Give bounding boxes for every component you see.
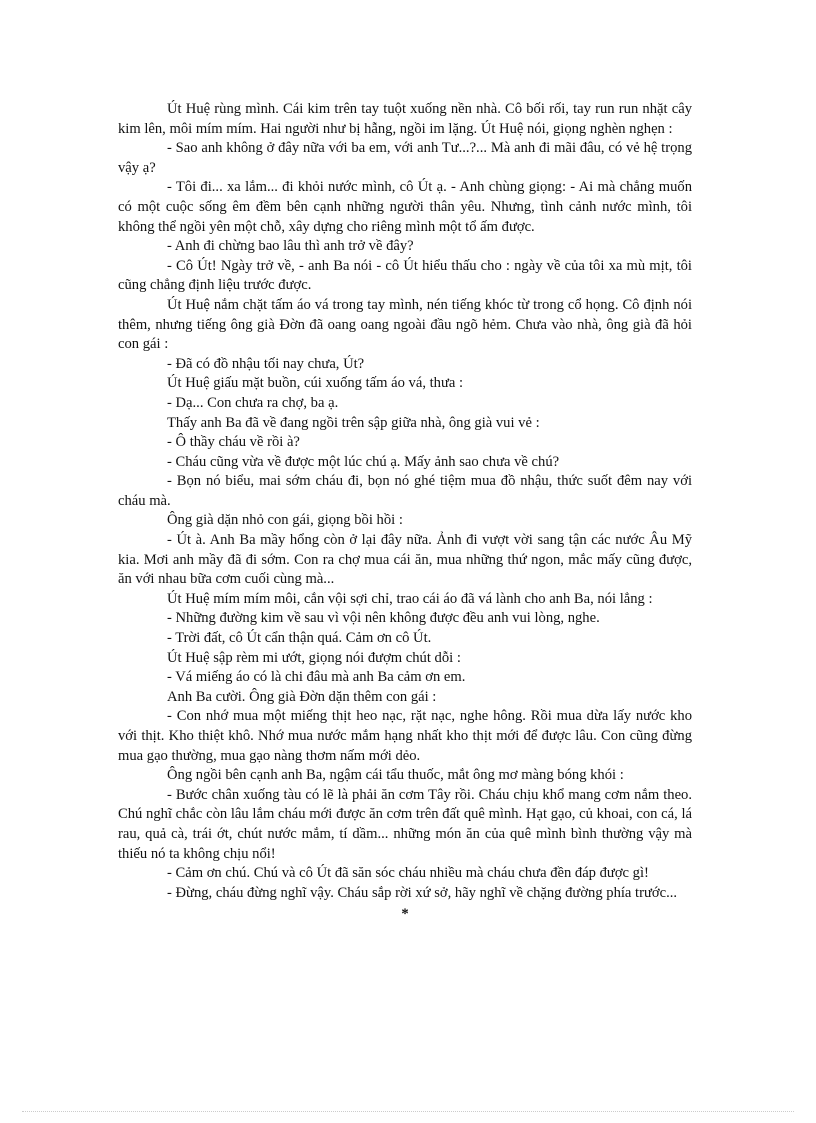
paragraph: - Bọn nó biểu, mai sớm cháu đi, bọn nó ghé tiệm mua đồ nhậu, thức suốt đêm nay với cháu mà. — [118, 473, 692, 509]
section-separator: * — [401, 906, 409, 923]
paragraph: Út Huệ rùng mình. Cái kim trên tay tuột xuống nền nhà. Cô bối rối, tay run run nhặt cây kim lên, môi mím mím. Hai người như bị hẫng, ngồi im lặng. Út Huệ nói, giọng nghèn nghẹn : — [118, 101, 692, 137]
paragraph: Ông già dặn nhỏ con gái, giọng bồi hồi : — [167, 512, 403, 529]
paragraph: Út Huệ sập rèm mi ướt, giọng nói đượm chút dỗi : — [167, 649, 461, 666]
story-text — [118, 100, 692, 925]
paragraph: - Bước chân xuống tàu có lẽ là phải ăn cơm Tây rồi. Cháu chịu khổ mang cơm nắm theo. Chú nghĩ chắc còn lâu lắm cháu mới được ăn cơm trên đất quê mình. Hạt gạo, củ khoai, con cá, lá rau, quả cà, trái ớt, chút nước mắm, tí dầm... những món ăn của quê mình bình thường vậy mà thiếu nó ta không chịu nổi! — [118, 786, 692, 862]
paragraph: - Vá miếng áo có là chi đâu mà anh Ba cảm ơn em. — [167, 669, 466, 686]
paragraph: Ông ngồi bên cạnh anh Ba, ngậm cái tẩu thuốc, mắt ông mơ màng bóng khói : — [167, 767, 624, 784]
paragraph: Út Huệ mím mím môi, cắn vội sợi chỉ, trao cái áo đã vá lành cho anh Ba, nói lẳng : — [167, 590, 653, 607]
paragraph: - Những đường kim về sau vì vội nên không được đều anh vui lòng, nghe. — [167, 610, 600, 627]
paragraph: - Con nhớ mua một miếng thịt heo nạc, rặt nạc, nghe hông. Rồi mua dừa lấy nước kho với thịt. Kho thiệt khô. Nhớ mua nước mắm hạng nhất kho thịt mới để được lâu. Con cũng đừng mua gạo thường, mua gạo nàng thơm nấm mới dẻo. — [118, 708, 692, 764]
paragraph: - Trời đất, cô Út cẩn thận quá. Cảm ơn cô Út. — [167, 630, 432, 647]
paragraph: - Đã có đồ nhậu tối nay chưa, Út? — [167, 355, 365, 372]
page-bottom-border — [22, 1111, 794, 1112]
paragraph: - Đừng, cháu đừng nghĩ vậy. Cháu sắp rời xứ sở, hãy nghĩ về chặng đường phía trước... — [167, 884, 678, 901]
paragraph: - Cô Út! Ngày trở về, - anh Ba nói - cô Út hiểu thấu cho : ngày về của tôi xa mù mịt, tôi cũng chẳng định liệu trước được. — [118, 257, 692, 294]
paragraph: - Tôi đi... xa lắm... đi khỏi nước mình, cô Út ạ. - Anh chùng giọng: - Ai mà chẳng muốn có một cuộc sống êm đềm bên cạnh những người thân yêu. Nhưng, tình cảnh nước mình, tôi không thể ngồi yên một chỗ, xây dựng cho riêng mình một tổ ấm được. — [118, 179, 692, 235]
paragraph: Anh Ba cười. Ông già Đờn dặn thêm con gái : — [167, 688, 437, 705]
paragraph: - Cảm ơn chú. Chú và cô Út đã săn sóc cháu nhiều mà cháu chưa đền đáp được gì! — [167, 865, 649, 882]
paragraph: - Cháu cũng vừa về được một lúc chú ạ. Mấy ảnh sao chưa về chú? — [167, 453, 560, 470]
paragraph: - Dạ... Con chưa ra chợ, ba ạ. — [167, 394, 339, 411]
paragraph: - Út à. Anh Ba mầy hổng còn ở lại đây nữa. Ảnh đi vượt vời sang tận các nước Âu Mỹ kia. Mơi anh mầy đã đi sớm. Con ra chợ mua cái ăn, mua những thứ ngon, mắc mấy cũng được, ăn với nhau bữa cơm cuối cùng mà... — [118, 532, 692, 588]
paragraph: Út Huệ giấu mặt buồn, cúi xuống tấm áo vá, thưa : — [167, 375, 464, 392]
paragraph: - Sao anh không ở đây nữa với ba em, với anh Tư...?... Mà anh đi mãi đâu, có vẻ hệ trọng vậy ạ? — [118, 140, 692, 176]
paragraph: Thấy anh Ba đã về đang ngồi trên sập giữa nhà, ông già vui vẻ : — [167, 414, 540, 431]
paragraph: Út Huệ nắm chặt tấm áo vá trong tay mình, nén tiếng khóc từ trong cổ họng. Cô định nói thêm, nhưng tiếng ông già Đờn đã oang oang ngoài đầu ngõ hẻm. Chưa vào nhà, ông già đã hỏi con gái : — [118, 296, 692, 353]
paragraph: - Ô thầy cháu về rồi à? — [167, 434, 300, 451]
paragraph: - Anh đi chừng bao lâu thì anh trở về đây? — [167, 238, 414, 255]
